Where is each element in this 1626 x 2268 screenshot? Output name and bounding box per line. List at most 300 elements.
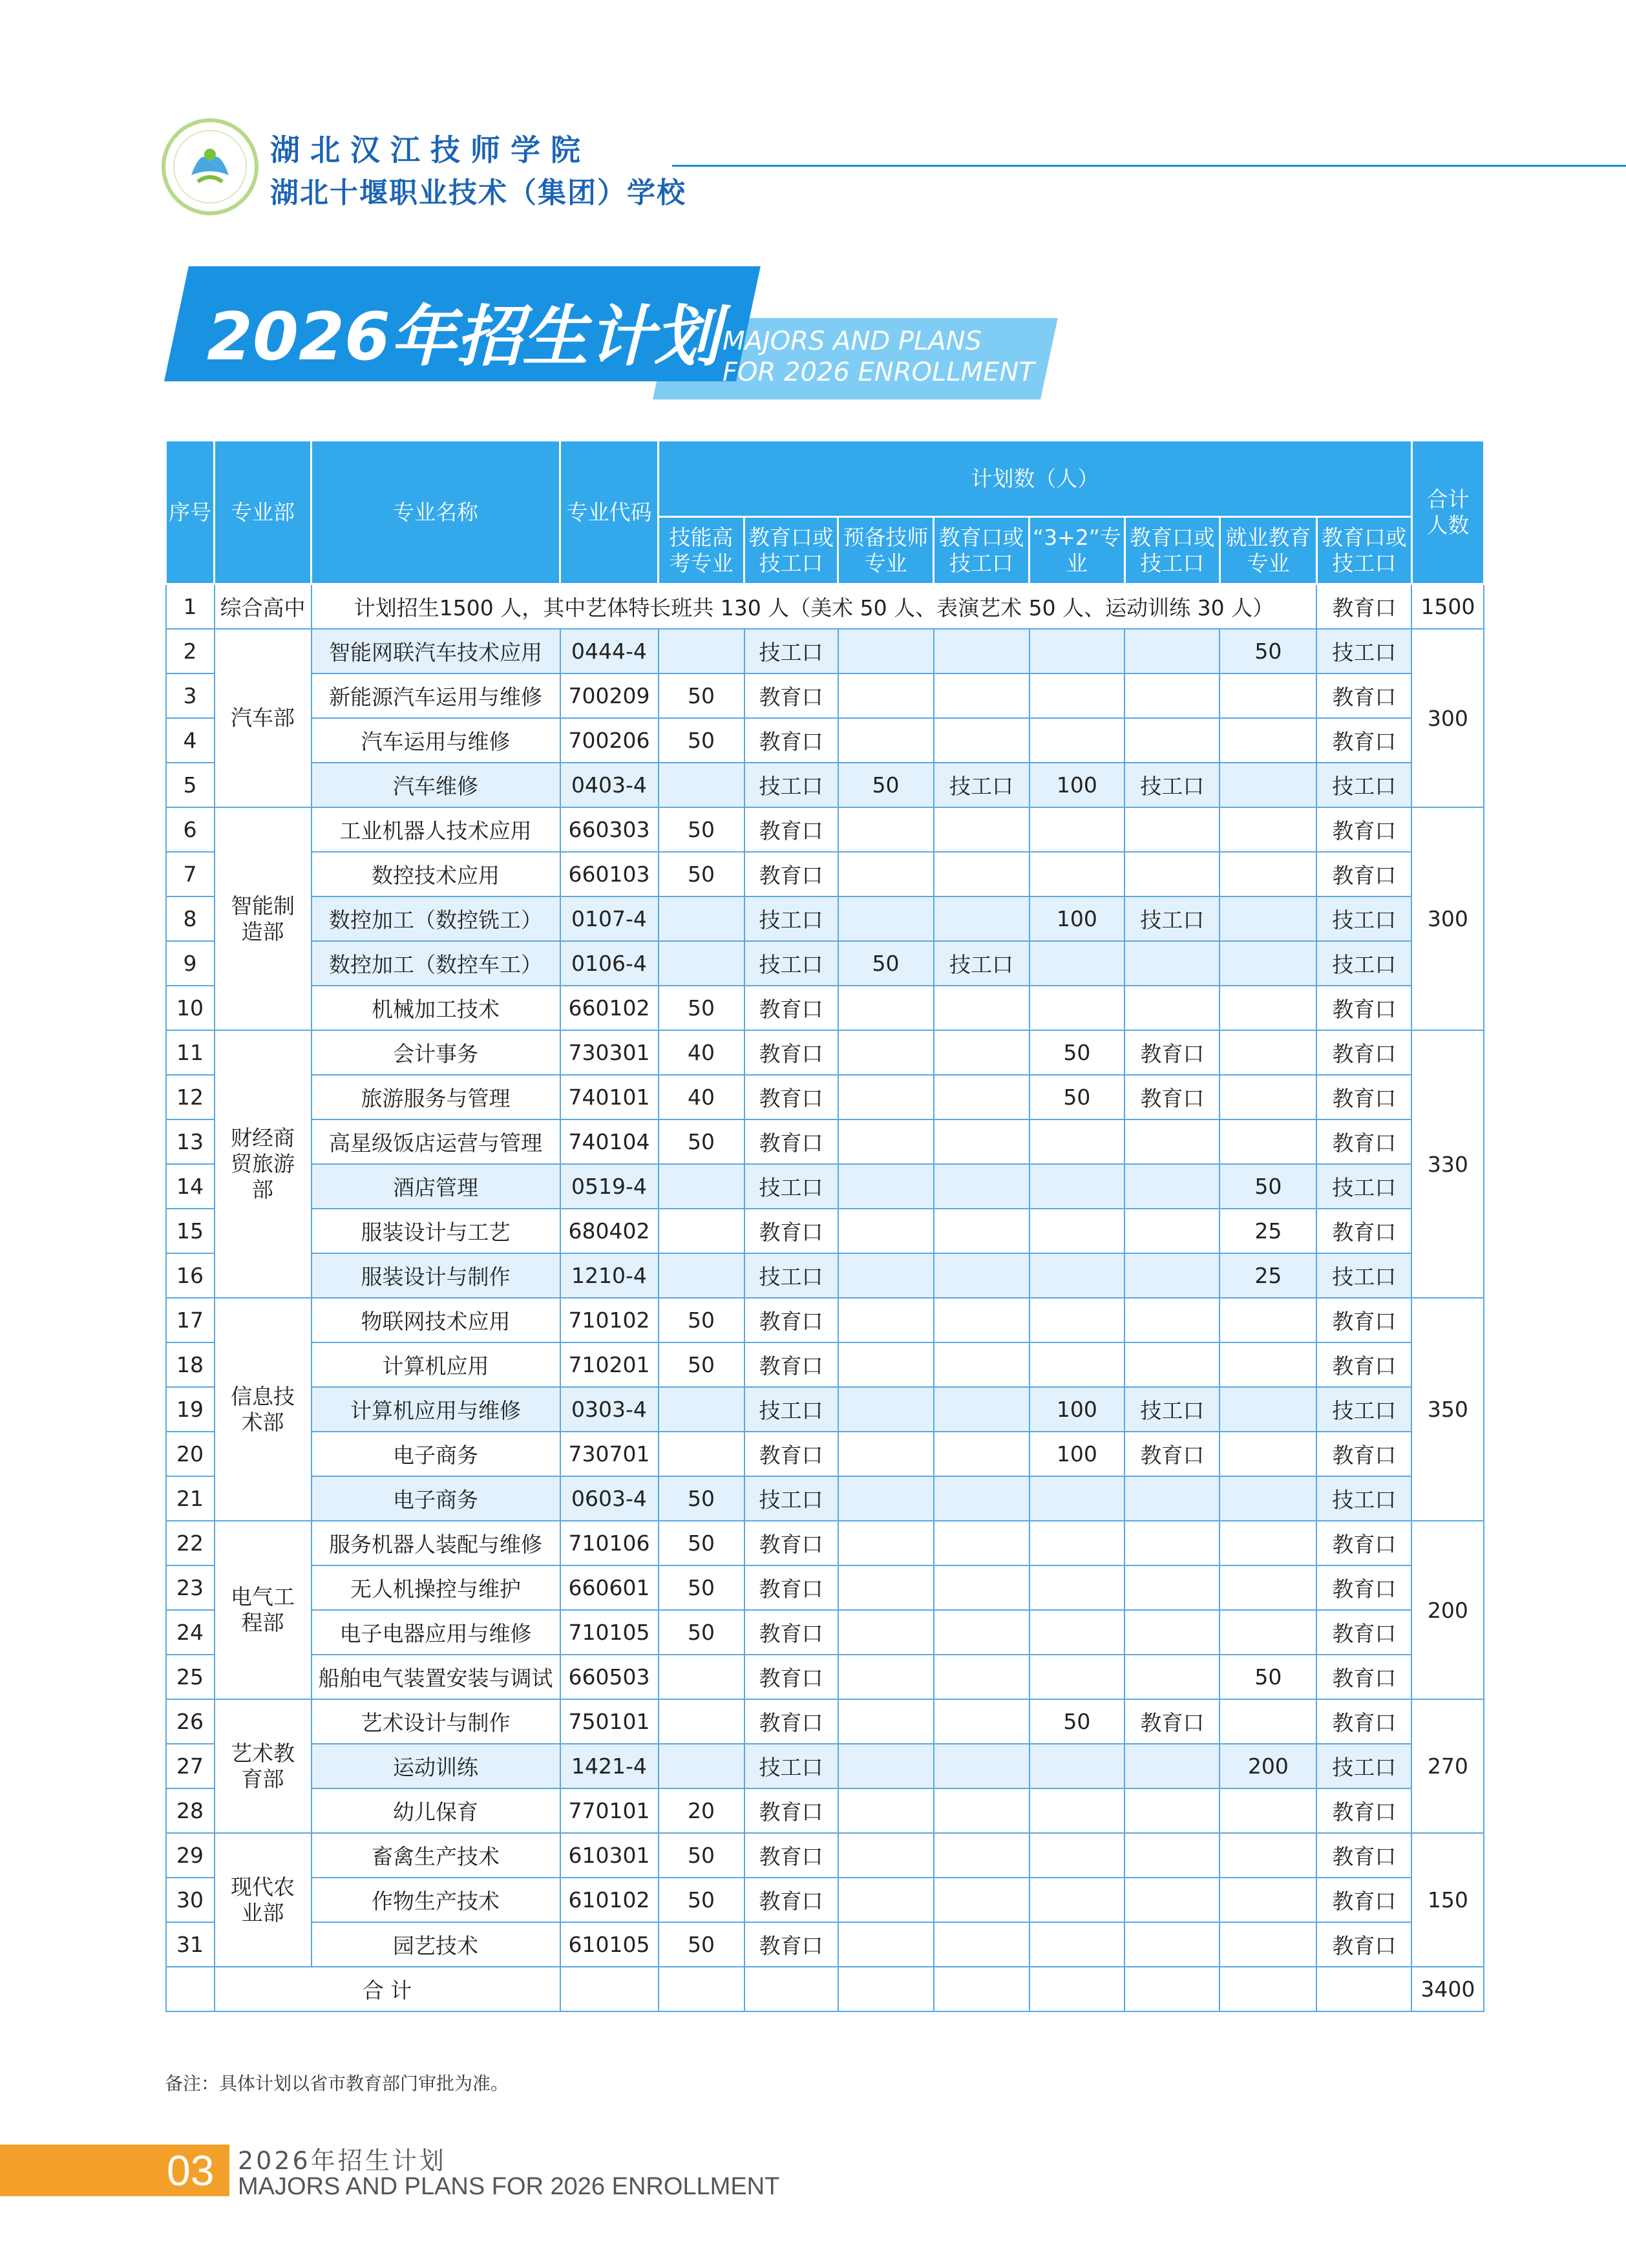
cell-major: 机械加工技术 — [311, 986, 560, 1030]
cell-c — [838, 1521, 934, 1565]
cell-e: 100 — [1029, 763, 1125, 807]
cell-b: 技工口 — [744, 896, 838, 941]
cell-a — [659, 1164, 744, 1209]
cell-description: 计划招生1500 人，其中艺体特长班共 130 人（美术 50 人、表演艺术 50 人、运动训练 30 人） — [311, 584, 1317, 630]
cell-a — [659, 1387, 744, 1432]
cell-major: 物联网技术应用 — [311, 1298, 560, 1342]
page-number: 03 — [167, 2146, 215, 2194]
table-row — [166, 1164, 1484, 1209]
cell-seq: 6 — [166, 807, 215, 852]
cell-g — [1220, 1342, 1316, 1387]
cell-code: 700209 — [560, 673, 659, 718]
cell-g — [1220, 1699, 1316, 1744]
cell-b: 教育口 — [744, 1209, 838, 1253]
cell-g: 50 — [1220, 1655, 1316, 1699]
cell-h: 教育口 — [1316, 718, 1411, 763]
cell-c — [838, 1298, 934, 1342]
cell-h: 教育口 — [1316, 1565, 1411, 1610]
cell-a — [659, 941, 744, 986]
cell-e — [1029, 1744, 1125, 1788]
cell-seq: 11 — [166, 1030, 215, 1075]
cell-dept-total: 200 — [1411, 1521, 1484, 1699]
cell-dept-total: 350 — [1411, 1298, 1484, 1521]
cell-d — [934, 1521, 1029, 1565]
cell-code: 660303 — [560, 807, 659, 852]
cell-e — [1029, 629, 1125, 673]
cell-f — [1124, 1253, 1220, 1298]
cell-h: 技工口 — [1316, 896, 1411, 941]
cell-c — [838, 1922, 934, 1967]
table-row — [166, 807, 1484, 852]
cell-a: 50 — [659, 1878, 744, 1922]
cell-major: 新能源汽车运用与维修 — [311, 673, 560, 718]
cell-c — [838, 1387, 934, 1432]
cell-code: 0603-4 — [560, 1476, 659, 1521]
cell-h: 教育口 — [1316, 986, 1411, 1030]
subheader-7: 教育口或技工口 — [1316, 517, 1411, 584]
cell-g — [1220, 1610, 1316, 1655]
table-row — [166, 718, 1484, 763]
cell-seq: 10 — [166, 986, 215, 1030]
table-row — [166, 1030, 1484, 1075]
cell-c: 50 — [838, 763, 934, 807]
cell-c — [838, 986, 934, 1030]
cell-seq: 26 — [166, 1699, 215, 1744]
cell-h: 教育口 — [1316, 673, 1411, 718]
cell-h: 教育口 — [1316, 1209, 1411, 1253]
cell-major: 运动训练 — [311, 1744, 560, 1788]
cell-g: 25 — [1220, 1209, 1316, 1253]
cell-h: 技工口 — [1316, 1476, 1411, 1521]
cell-code: 660103 — [560, 852, 659, 896]
cell-a: 20 — [659, 1788, 744, 1833]
subheader-4: “3+2”专业 — [1029, 517, 1125, 584]
cell-major: 电子商务 — [311, 1476, 560, 1521]
header-divider — [672, 165, 1626, 167]
cell-f — [1124, 1744, 1220, 1788]
table-row — [166, 852, 1484, 896]
cell-f — [1124, 629, 1220, 673]
cell-h: 技工口 — [1316, 629, 1411, 673]
cell-b: 教育口 — [744, 718, 838, 763]
header-dept: 专业部 — [215, 441, 311, 584]
cell-seq: 25 — [166, 1655, 215, 1699]
table-row — [166, 584, 1484, 630]
cell-g — [1220, 1432, 1316, 1476]
cell-g — [1220, 1521, 1316, 1565]
subtitle-line-1: MAJORS AND PLANS — [723, 326, 982, 356]
cell-h: 教育口 — [1316, 1699, 1411, 1744]
cell-a: 50 — [659, 1298, 744, 1342]
cell-code: 750101 — [560, 1699, 659, 1744]
cell-code: 710105 — [560, 1610, 659, 1655]
cell-g — [1220, 673, 1316, 718]
cell-major: 数控技术应用 — [311, 852, 560, 896]
table-row — [166, 1788, 1484, 1833]
cell-c — [838, 1565, 934, 1610]
cell-g — [1220, 718, 1316, 763]
cell-f — [1124, 807, 1220, 852]
cell-f — [1124, 1119, 1220, 1164]
cell-a — [659, 1209, 744, 1253]
cell-c — [838, 1699, 934, 1744]
cell-g — [1220, 1387, 1316, 1432]
cell-code: 700206 — [560, 718, 659, 763]
cell-c — [838, 1432, 934, 1476]
cell-major: 服务机器人装配与维修 — [311, 1521, 560, 1565]
cell-e — [1029, 1922, 1125, 1967]
cell-a: 50 — [659, 673, 744, 718]
cell-seq: 24 — [166, 1610, 215, 1655]
cell-g — [1220, 986, 1316, 1030]
cell-major: 旅游服务与管理 — [311, 1075, 560, 1119]
cell-major: 计算机应用 — [311, 1342, 560, 1387]
cell-b: 教育口 — [744, 852, 838, 896]
table-row — [166, 1432, 1484, 1476]
cell-total: 1500 — [1411, 584, 1484, 630]
cell-d — [934, 986, 1029, 1030]
cell-b: 技工口 — [744, 1253, 838, 1298]
cell-seq: 2 — [166, 629, 215, 673]
cell-code: 0519-4 — [560, 1164, 659, 1209]
cell-code: 740101 — [560, 1075, 659, 1119]
cell-d — [934, 1387, 1029, 1432]
cell-c — [838, 896, 934, 941]
cell-f — [1124, 1521, 1220, 1565]
cell-empty — [744, 1967, 838, 2011]
cell-code: 680402 — [560, 1209, 659, 1253]
cell-a: 50 — [659, 1565, 744, 1610]
cell-b: 技工口 — [744, 763, 838, 807]
cell-f: 教育口 — [1124, 1075, 1220, 1119]
cell-d — [934, 1253, 1029, 1298]
cell-major: 无人机操控与维护 — [311, 1565, 560, 1610]
cell-e — [1029, 718, 1125, 763]
cell-f — [1124, 1610, 1220, 1655]
cell-h: 技工口 — [1316, 1744, 1411, 1788]
school-name-primary: 湖北汉江技师学院 — [270, 132, 591, 167]
cell-d — [934, 1342, 1029, 1387]
cell-c — [838, 1878, 934, 1922]
cell-dept-total: 300 — [1411, 807, 1484, 1030]
cell-h: 教育口 — [1316, 1075, 1411, 1119]
cell-c: 50 — [838, 941, 934, 986]
cell-code: 0303-4 — [560, 1387, 659, 1432]
cell-a: 50 — [659, 1922, 744, 1967]
cell-h: 教育口 — [1316, 1788, 1411, 1833]
cell-g — [1220, 852, 1316, 896]
cell-code: 1421-4 — [560, 1744, 659, 1788]
cell-seq: 3 — [166, 673, 215, 718]
cell-b: 技工口 — [744, 941, 838, 986]
cell-h: 教育口 — [1316, 1878, 1411, 1922]
sum-total: 3400 — [1411, 1967, 1484, 2011]
cell-h: 教育口 — [1316, 1030, 1411, 1075]
cell-d — [934, 1432, 1029, 1476]
cell-d — [934, 1744, 1029, 1788]
cell-dept: 财经商贸旅游部 — [215, 1030, 311, 1298]
cell-a — [659, 1699, 744, 1744]
table-row — [166, 1209, 1484, 1253]
cell-seq: 17 — [166, 1298, 215, 1342]
cell-major: 数控加工（数控车工） — [311, 941, 560, 986]
cell-major: 会计事务 — [311, 1030, 560, 1075]
cell-dept-total: 270 — [1411, 1699, 1484, 1833]
cell-code: 0107-4 — [560, 896, 659, 941]
header-total: 合计人数 — [1411, 441, 1484, 584]
cell-c — [838, 1610, 934, 1655]
cell-major: 幼儿保育 — [311, 1788, 560, 1833]
cell-code: 610102 — [560, 1878, 659, 1922]
enrollment-table — [165, 440, 1485, 2012]
cell-g — [1220, 1833, 1316, 1878]
table-row — [166, 1075, 1484, 1119]
cell-h: 教育口 — [1316, 1610, 1411, 1655]
table-row — [166, 1387, 1484, 1432]
cell-seq: 27 — [166, 1744, 215, 1788]
cell-c — [838, 1655, 934, 1699]
cell-e — [1029, 1476, 1125, 1521]
cell-e: 50 — [1029, 1030, 1125, 1075]
cell-f — [1124, 1164, 1220, 1209]
cell-d — [934, 673, 1029, 718]
cell-major: 园艺技术 — [311, 1922, 560, 1967]
cell-e — [1029, 852, 1125, 896]
cell-c — [838, 673, 934, 718]
cell-major: 电子电器应用与维修 — [311, 1610, 560, 1655]
cell-f — [1124, 718, 1220, 763]
cell-f — [1124, 1342, 1220, 1387]
cell-major: 高星级饭店运营与管理 — [311, 1119, 560, 1164]
cell-seq: 21 — [166, 1476, 215, 1521]
cell-c — [838, 1476, 934, 1521]
cell-seq: 8 — [166, 896, 215, 941]
cell-code: 610105 — [560, 1922, 659, 1967]
cell-f — [1124, 1833, 1220, 1878]
cell-g — [1220, 1298, 1316, 1342]
cell-h: 教育口 — [1316, 1298, 1411, 1342]
cell-a — [659, 1655, 744, 1699]
cell-e: 100 — [1029, 1387, 1125, 1432]
table-row — [166, 1833, 1484, 1878]
cell-a: 50 — [659, 1521, 744, 1565]
cell-e — [1029, 941, 1125, 986]
cell-empty — [166, 1967, 215, 2011]
remark-note: 备注：具体计划以省市教育部门审批为准。 — [165, 2073, 509, 2094]
cell-dept: 信息技术部 — [215, 1298, 311, 1521]
cell-seq: 18 — [166, 1342, 215, 1387]
cell-f: 技工口 — [1124, 896, 1220, 941]
cell-major: 酒店管理 — [311, 1164, 560, 1209]
cell-d — [934, 1833, 1029, 1878]
cell-code: 610301 — [560, 1833, 659, 1878]
cell-d — [934, 1030, 1029, 1075]
cell-a: 50 — [659, 852, 744, 896]
table-row — [166, 1298, 1484, 1342]
cell-dept: 艺术教育部 — [215, 1699, 311, 1833]
cell-h: 教育口 — [1316, 807, 1411, 852]
cell-a — [659, 1432, 744, 1476]
cell-major: 汽车运用与维修 — [311, 718, 560, 763]
cell-seq: 23 — [166, 1565, 215, 1610]
cell-h: 教育口 — [1316, 1655, 1411, 1699]
cell-h: 技工口 — [1316, 763, 1411, 807]
cell-seq: 15 — [166, 1209, 215, 1253]
cell-f — [1124, 1655, 1220, 1699]
table-row — [166, 629, 1484, 673]
cell-g — [1220, 1119, 1316, 1164]
cell-b: 教育口 — [744, 1699, 838, 1744]
cell-g: 25 — [1220, 1253, 1316, 1298]
cell-b: 技工口 — [744, 629, 838, 673]
table-row — [166, 896, 1484, 941]
cell-h: 教育口 — [1316, 1432, 1411, 1476]
cell-c — [838, 807, 934, 852]
cell-e — [1029, 673, 1125, 718]
cell-seq: 5 — [166, 763, 215, 807]
cell-dept-total: 330 — [1411, 1030, 1484, 1298]
cell-e — [1029, 1521, 1125, 1565]
cell-g — [1220, 896, 1316, 941]
cell-f — [1124, 986, 1220, 1030]
cell-code: 0106-4 — [560, 941, 659, 986]
cell-a: 50 — [659, 1119, 744, 1164]
table-row — [166, 1744, 1484, 1788]
cell-a: 40 — [659, 1075, 744, 1119]
cell-c — [838, 1164, 934, 1209]
cell-code: 0403-4 — [560, 763, 659, 807]
cell-type: 教育口 — [1316, 584, 1411, 630]
cell-b: 技工口 — [744, 1387, 838, 1432]
cell-d — [934, 1788, 1029, 1833]
cell-d — [934, 807, 1029, 852]
cell-a — [659, 896, 744, 941]
cell-a: 40 — [659, 1030, 744, 1075]
cell-a: 50 — [659, 1833, 744, 1878]
table-row — [166, 1119, 1484, 1164]
cell-h: 教育口 — [1316, 1342, 1411, 1387]
header-seq: 序号 — [166, 441, 215, 584]
cell-dept: 综合高中 — [215, 584, 311, 630]
cell-code: 660503 — [560, 1655, 659, 1699]
cell-f — [1124, 673, 1220, 718]
cell-b: 技工口 — [744, 1744, 838, 1788]
cell-f — [1124, 1476, 1220, 1521]
table-row — [166, 1699, 1484, 1744]
cell-e: 50 — [1029, 1075, 1125, 1119]
cell-g: 50 — [1220, 1164, 1316, 1209]
cell-f: 教育口 — [1124, 1699, 1220, 1744]
cell-e: 100 — [1029, 1432, 1125, 1476]
cell-c — [838, 1342, 934, 1387]
cell-d — [934, 1565, 1029, 1610]
table-row — [166, 673, 1484, 718]
subheader-0: 技能高考专业 — [659, 517, 744, 584]
cell-g: 50 — [1220, 629, 1316, 673]
cell-d — [934, 896, 1029, 941]
cell-g — [1220, 807, 1316, 852]
cell-c — [838, 1788, 934, 1833]
cell-code: 1210-4 — [560, 1253, 659, 1298]
subheader-6: 就业教育专业 — [1220, 517, 1316, 584]
cell-e — [1029, 1610, 1125, 1655]
cell-major: 服装设计与制作 — [311, 1253, 560, 1298]
cell-f — [1124, 1878, 1220, 1922]
cell-empty — [934, 1967, 1029, 2011]
cell-a — [659, 629, 744, 673]
cell-a: 50 — [659, 1342, 744, 1387]
header-code: 专业代码 — [560, 441, 659, 584]
cell-code: 660102 — [560, 986, 659, 1030]
cell-major: 智能网联汽车技术应用 — [311, 629, 560, 673]
cell-major: 艺术设计与制作 — [311, 1699, 560, 1744]
cell-empty — [1124, 1967, 1220, 2011]
cell-b: 教育口 — [744, 1565, 838, 1610]
cell-g — [1220, 763, 1316, 807]
cell-empty — [1220, 1967, 1316, 2011]
cell-g — [1220, 1565, 1316, 1610]
cell-major: 服装设计与工艺 — [311, 1209, 560, 1253]
header-plan: 计划数（人） — [659, 441, 1412, 517]
cell-e — [1029, 1209, 1125, 1253]
cell-d — [934, 718, 1029, 763]
cell-f — [1124, 1565, 1220, 1610]
cell-seq: 30 — [166, 1878, 215, 1922]
cell-seq: 7 — [166, 852, 215, 896]
table-row — [166, 1253, 1484, 1298]
cell-e — [1029, 1655, 1125, 1699]
cell-c — [838, 1744, 934, 1788]
cell-b: 教育口 — [744, 1878, 838, 1922]
cell-code: 0444-4 — [560, 629, 659, 673]
cell-seq: 28 — [166, 1788, 215, 1833]
cell-h: 技工口 — [1316, 1164, 1411, 1209]
cell-f — [1124, 1788, 1220, 1833]
table-row — [166, 1922, 1484, 1967]
page-subtitle — [723, 326, 1035, 388]
table-sum-row — [166, 1967, 1484, 2011]
cell-major: 汽车维修 — [311, 763, 560, 807]
cell-c — [838, 629, 934, 673]
cell-d: 技工口 — [934, 763, 1029, 807]
cell-c — [838, 852, 934, 896]
cell-dept: 汽车部 — [215, 629, 311, 807]
cell-dept: 电气工程部 — [215, 1521, 311, 1699]
school-name-secondary: 湖北十堰职业技术（集团）学校 — [270, 176, 686, 209]
cell-d — [934, 1209, 1029, 1253]
cell-seq: 14 — [166, 1164, 215, 1209]
cell-c — [838, 1030, 934, 1075]
cell-e — [1029, 1253, 1125, 1298]
cell-f: 教育口 — [1124, 1432, 1220, 1476]
cell-b: 教育口 — [744, 1655, 838, 1699]
table-row — [166, 1655, 1484, 1699]
cell-b: 教育口 — [744, 807, 838, 852]
cell-dept-total: 150 — [1411, 1833, 1484, 1967]
cell-seq: 19 — [166, 1387, 215, 1432]
cell-c — [838, 1119, 934, 1164]
cell-code: 710102 — [560, 1298, 659, 1342]
cell-d: 技工口 — [934, 941, 1029, 986]
cell-code: 730701 — [560, 1432, 659, 1476]
cell-d — [934, 1298, 1029, 1342]
cell-h: 技工口 — [1316, 1387, 1411, 1432]
cell-d — [934, 1164, 1029, 1209]
cell-d — [934, 1878, 1029, 1922]
cell-e: 100 — [1029, 896, 1125, 941]
subheader-5: 教育口或技工口 — [1124, 517, 1220, 584]
table-row — [166, 1565, 1484, 1610]
